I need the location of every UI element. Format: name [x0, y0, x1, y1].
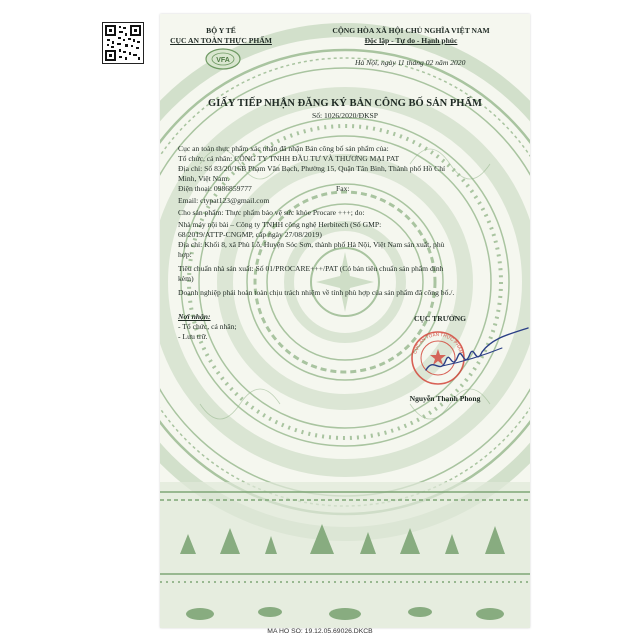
body-responsibility: Doanh nghiệp phải hoàn toàn chịu trách nhiệm về tính phù hợp của sản phẩm đã công bố./.	[178, 288, 455, 297]
document-title: GIẤY TIẾP NHẬN ĐĂNG KÝ BẢN CÔNG BỐ SẢN PHẨM	[208, 98, 482, 109]
vfa-logo	[205, 48, 241, 75]
stamp-text: CỤC AN TOÀN THỰC PHẨM	[412, 331, 464, 355]
body-email: Email: ctypat123@gmail.com	[178, 196, 270, 205]
body-address-2: Minh, Việt Nam.	[178, 174, 230, 183]
ministry-name: BỘ Y TẾ	[206, 26, 236, 35]
signatory-name: Nguyễn Thanh Phong	[409, 394, 481, 403]
logo-text: VFA	[216, 57, 230, 64]
body-standard-1: Tiêu chuẩn nhà sản xuất: Số 01/PROCARE+++/PAT (Có bản tiêu chuẩn sản phẩm đính	[178, 264, 444, 273]
dossier-code: MA HO SO: 19.12.05.69026.DKCB	[267, 628, 373, 635]
body-manufacturer-address-1: Địa chỉ: Khối 8, xã Phù Lỗ, Huyện Sóc Sơn, thành phố Hà Nội, Việt Nam sản xuất, phù	[178, 240, 445, 249]
body-phone: Điện thoại: 0986859777	[178, 184, 252, 193]
recipients-item-1: - Tổ chức, cá nhân;	[178, 322, 237, 331]
body-product: Cho sản phẩm: Thực phẩm bảo vệ sức khỏe Procare +++; do:	[178, 208, 365, 217]
body-manufacturer-1: Nhà máy nội bài – Công ty TNHH công nghệ Herbitech (Số GMP:	[178, 220, 382, 229]
handwritten-signature	[422, 326, 530, 391]
body-manufacturer-2: 68/2019/ATTP-CNGMP, cấp ngày 27/08/2019)	[178, 230, 322, 239]
signatory-position: CỤC TRƯỞNG	[413, 314, 467, 323]
country-name: CỘNG HÒA XÃ HỘI CHỦ NGHĨA VIỆT NAM	[332, 26, 490, 35]
body-standard-2: kèm)	[178, 274, 194, 283]
recipients-heading: Nơi nhận:	[178, 312, 211, 321]
recipients-item-2: - Lưu trữ.	[178, 332, 208, 341]
body-intro: Cục an toàn thực phẩm xác nhận đã nhận Bản công bố sản phẩm của:	[178, 144, 389, 153]
agency-name: CỤC AN TOÀN THỰC PHẨM	[170, 36, 272, 45]
body-address-1: Địa chỉ: Số 83/20/16B Phạm Văn Bạch, Phường 15, Quận Tân Bình, Thành phố Hồ Chí	[178, 164, 446, 173]
date-line: Hà Nội, ngày 11 tháng 02 năm 2020	[355, 58, 466, 67]
national-motto: Độc lập - Tự do - Hạnh phúc	[364, 36, 458, 45]
document-number: Số: 1026/2020/ĐKSP	[311, 111, 379, 120]
certificate-document	[160, 14, 530, 628]
body-organization: Tổ chức, cá nhân: CÔNG TY TNHH ĐẦU TƯ VÀ THƯƠNG MẠI PAT	[178, 154, 400, 163]
qr-code	[102, 22, 144, 64]
body-fax: Fax:	[336, 184, 350, 193]
body-manufacturer-address-2: hợp:	[178, 250, 192, 259]
